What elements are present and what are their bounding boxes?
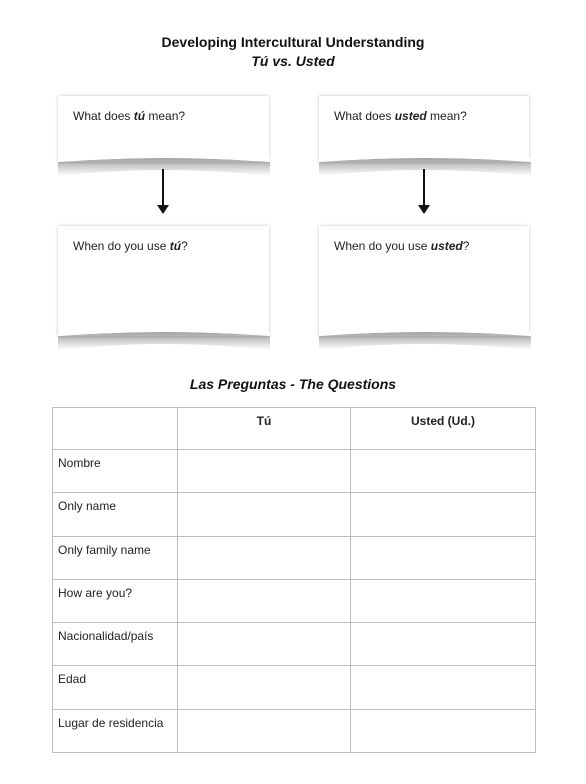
card-text: ?	[181, 239, 188, 253]
answer-cell-tu[interactable]	[178, 623, 351, 666]
table-row	[53, 666, 536, 709]
card-tu-meaning	[58, 96, 269, 162]
card-emphasis: tú	[169, 239, 182, 253]
card-text: When do you use	[334, 239, 431, 253]
answer-cell-usted[interactable]	[351, 709, 536, 752]
card-curl-shadow	[317, 332, 533, 354]
questions-table	[52, 407, 536, 753]
card-tu-usage	[58, 226, 269, 336]
card-text: When do you use	[73, 239, 170, 253]
row-label: Lugar de residencia	[53, 709, 178, 752]
table-row	[53, 623, 536, 666]
card-emphasis: usted	[430, 239, 463, 253]
answer-cell-usted[interactable]	[351, 623, 536, 666]
column-header-usted: Usted (Ud.)	[351, 408, 536, 450]
row-label: Edad	[53, 666, 178, 709]
table-row	[53, 709, 536, 752]
answer-cell-usted[interactable]	[351, 666, 536, 709]
card-emphasis: usted	[394, 109, 427, 123]
row-label: Only family name	[53, 536, 178, 579]
card-text: What does	[73, 109, 134, 123]
card-usted-usage	[319, 226, 529, 336]
row-label: Nacionalidad/país	[53, 623, 178, 666]
answer-cell-usted[interactable]	[351, 493, 536, 536]
column-header-tu: Tú	[178, 408, 351, 450]
row-label: Nombre	[53, 450, 178, 493]
down-arrow-icon	[157, 169, 169, 215]
answer-cell-usted[interactable]	[351, 450, 536, 493]
answer-cell-tu[interactable]	[178, 709, 351, 752]
down-arrow-icon	[418, 169, 430, 215]
row-label: How are you?	[53, 579, 178, 622]
card-curl-shadow	[56, 332, 272, 354]
answer-cell-usted[interactable]	[351, 579, 536, 622]
table-row	[53, 493, 536, 536]
table-row	[53, 579, 536, 622]
table-header-row	[53, 408, 536, 450]
page-subtitle: Tú vs. Usted	[251, 53, 335, 69]
card-usted-meaning	[319, 96, 529, 162]
answer-cell-tu[interactable]	[178, 450, 351, 493]
row-label: Only name	[53, 493, 178, 536]
answer-cell-tu[interactable]	[178, 666, 351, 709]
table-row	[53, 536, 536, 579]
page-title: Developing Intercultural Understanding	[161, 34, 425, 50]
column-header	[53, 408, 178, 450]
answer-cell-tu[interactable]	[178, 536, 351, 579]
section-title: Las Preguntas - The Questions	[189, 376, 397, 392]
card-text: mean?	[426, 109, 467, 123]
table-row	[53, 450, 536, 493]
card-text: ?	[462, 239, 470, 253]
card-text: mean?	[145, 109, 186, 123]
card-text: What does	[334, 109, 395, 123]
answer-cell-tu[interactable]	[178, 579, 351, 622]
answer-cell-usted[interactable]	[351, 536, 536, 579]
answer-cell-tu[interactable]	[178, 493, 351, 536]
card-emphasis: tú	[133, 109, 146, 123]
